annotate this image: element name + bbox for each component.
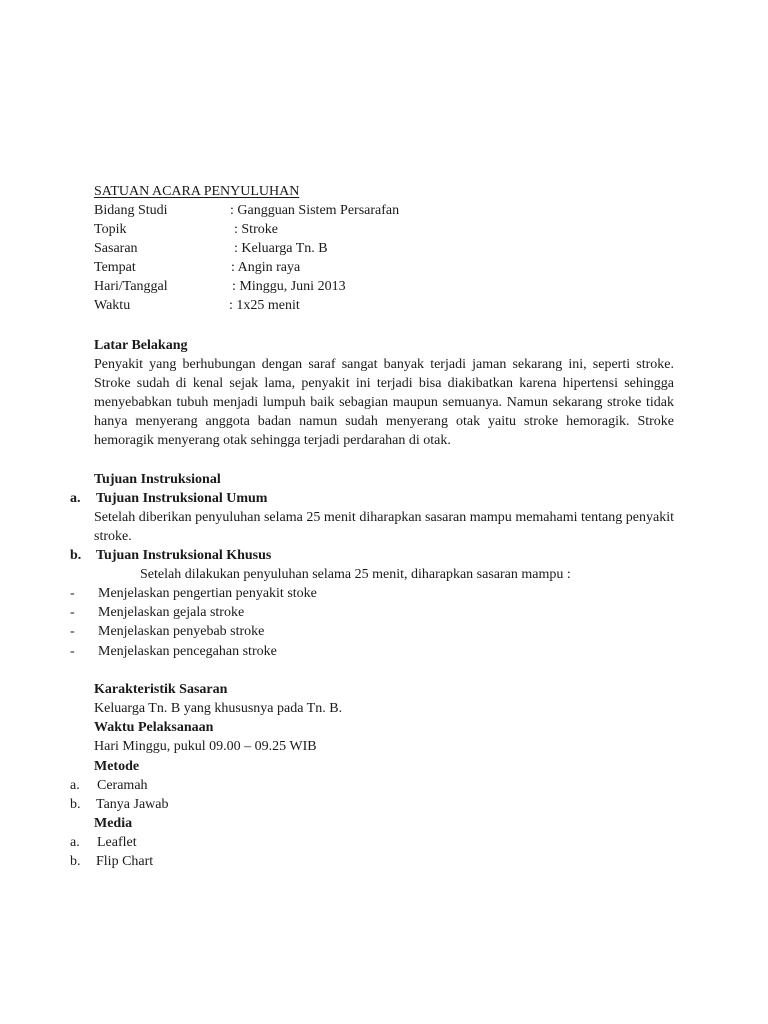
media-heading: Media [94,816,133,831]
list-item: Menjelaskan pencegahan stroke [98,644,277,659]
meta-value: : Minggu, Juni 2013 [232,279,346,294]
meta-value: : Stroke [234,222,278,237]
list-item-marker: - [70,644,75,659]
document-title: SATUAN ACARA PENYULUHAN [94,184,300,199]
meta-label: Topik [94,222,127,237]
list-item-marker: - [70,605,75,620]
meta-row-waktu [94,296,494,315]
meta-value: : Keluarga Tn. B [234,241,328,256]
karakteristik-text: Keluarga Tn. B yang khususnya pada Tn. B. [94,701,343,716]
latar-belakang-heading: Latar Belakang [94,338,188,353]
meta-label: Sasaran [94,241,138,256]
meta-row-bidang-studi [94,201,494,220]
meta-row-tempat [94,258,494,277]
tujuan-umum-marker: a. [70,491,81,506]
tujuan-umum-heading: Tujuan Instruksional Umum [96,491,268,506]
meta-value: : Angin raya [231,260,301,275]
list-item: Flip Chart [96,854,154,869]
karakteristik-heading: Karakteristik Sasaran [94,682,228,697]
list-item-marker: a. [70,778,80,793]
list-item: Menjelaskan pengertian penyakit stoke [98,586,317,601]
meta-value: : Gangguan Sistem Persarafan [230,203,400,218]
list-item: Leaflet [97,835,137,850]
tujuan-khusus-heading: Tujuan Instruksional Khusus [96,548,272,563]
list-item: Tanya Jawab [96,797,169,812]
meta-row-sasaran [94,239,494,258]
list-item-marker: - [70,624,75,639]
meta-label: Hari/Tanggal [94,279,168,294]
waktu-pelaksanaan-text: Hari Minggu, pukul 09.00 – 09.25 WIB [94,739,317,754]
list-item-marker: b. [70,797,81,812]
waktu-pelaksanaan-heading: Waktu Pelaksanaan [94,720,214,735]
meta-label: Waktu [94,298,131,313]
list-item: Menjelaskan penyebab stroke [98,624,265,639]
metode-heading: Metode [94,759,140,774]
meta-value: : 1x25 menit [229,298,300,313]
tujuan-umum-paragraph [94,508,674,546]
tujuan-khusus-intro: Setelah dilakukan penyuluhan selama 25 menit, diharapkan sasaran mampu : [140,567,571,582]
tujuan-heading: Tujuan Instruksional [94,472,221,487]
list-item-marker: - [70,586,75,601]
meta-label: Bidang Studi [94,203,168,218]
tujuan-umum-text: Setelah diberikan penyuluhan selama 25 menit diharapkan sasaran mampu memahami tentang penyakit stroke. [94,510,674,544]
meta-row-hari-tanggal [94,277,494,296]
list-item: Ceramah [97,778,148,793]
latar-belakang-text: Penyakit yang berhubungan dengan saraf sangat banyak terjadi jaman sekarang ini, seperti stroke. Stroke sudah di kenal sejak lama, penyakit ini terjadi bisa diakibatkan karena hipertensi sehingga menyebabkan tubuh menjadi lumpuh baik sebagian maupun semuanya. Namun sekarang stroke tidak hanya menyerang anggota badan namun sudah menyerang otak yaitu stroke hemoragik. Stroke hemoragik menyerang otak sehingga terjadi perdarahan di otak. [94,357,674,448]
list-item-marker: b. [70,854,81,869]
list-item: Menjelaskan gejala stroke [98,605,245,620]
meta-row-topik [94,220,494,239]
meta-label: Tempat [94,260,136,275]
latar-belakang-paragraph [94,355,674,450]
list-item-marker: a. [70,835,80,850]
tujuan-khusus-marker: b. [70,548,82,563]
